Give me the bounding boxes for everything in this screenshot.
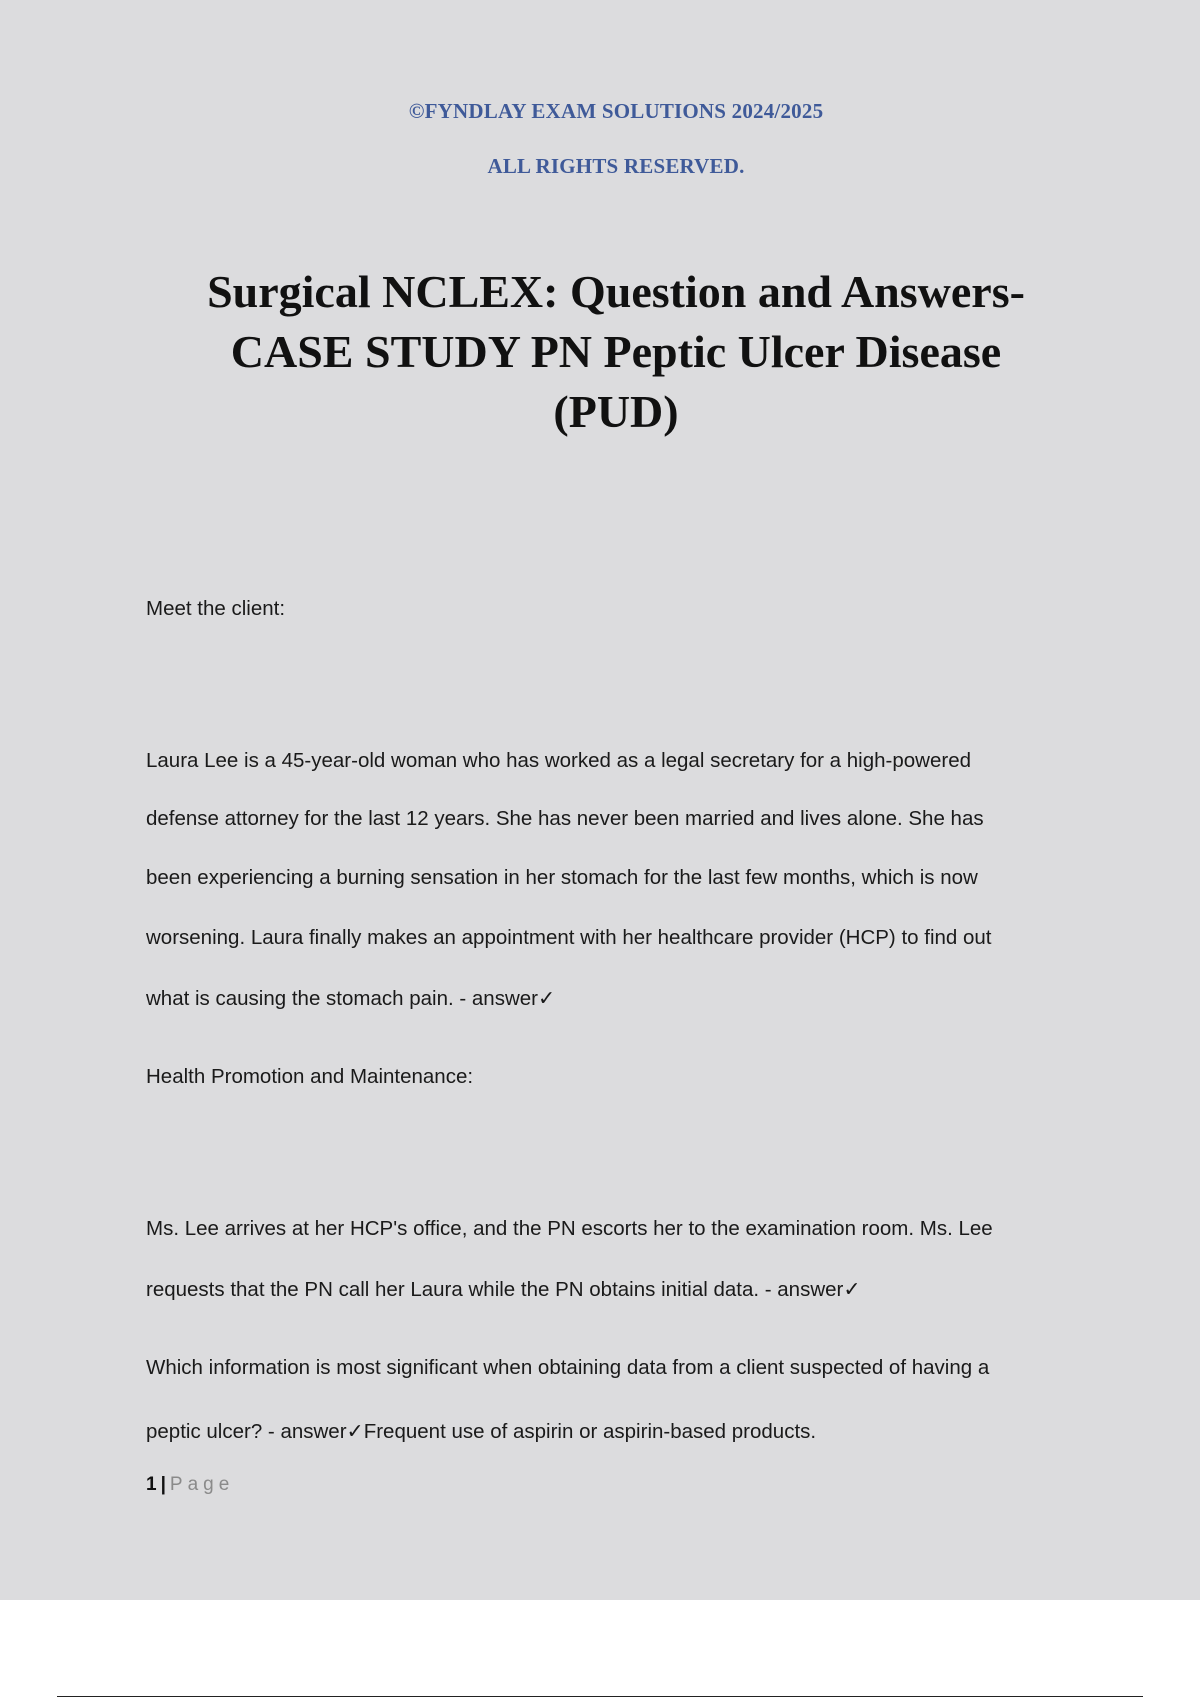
arrival-text-line: requests that the PN call her Laura while the PN obtains initial data. - answer✓ xyxy=(146,1278,861,1301)
case-text-line: what is causing the stomach pain. - answer✓ xyxy=(146,987,556,1010)
title-line-3: (PUD) xyxy=(553,386,679,437)
page-footer xyxy=(146,1474,234,1496)
title-line-2: CASE STUDY PN Peptic Ulcer Disease xyxy=(230,326,1002,377)
health-promotion-heading: Health Promotion and Maintenance: xyxy=(146,1065,474,1088)
bottom-divider xyxy=(57,1696,1143,1697)
arrival-text-line: Ms. Lee arrives at her HCP's office, and the PN escorts her to the examination room. Ms. Lee xyxy=(146,1217,993,1240)
question-text-line: peptic ulcer? - answer✓Frequent use of aspirin or aspirin-based products. xyxy=(146,1420,817,1443)
case-text-line: defense attorney for the last 12 years. She has never been married and lives alone. She has xyxy=(146,807,984,830)
page-number: 1 xyxy=(146,1474,157,1495)
case-text-line: Laura Lee is a 45-year-old woman who has worked as a legal secretary for a high-powered xyxy=(146,749,972,772)
case-text-line: worsening. Laura finally makes an appointment with her healthcare provider (HCP) to find out xyxy=(146,926,992,949)
question-text-line: Which information is most significant when obtaining data from a client suspected of having a xyxy=(146,1356,990,1379)
copyright-notice: ©FYNDLAY EXAM SOLUTIONS 2024/2025 xyxy=(408,99,824,123)
page-separator: | xyxy=(160,1474,166,1495)
rights-reserved-notice: ALL RIGHTS RESERVED. xyxy=(487,154,745,178)
document-title xyxy=(150,262,1082,442)
case-text-line: been experiencing a burning sensation in her stomach for the last few months, which is now xyxy=(146,866,978,889)
page-label: Page xyxy=(169,1474,235,1495)
title-line-1: Surgical NCLEX: Question and Answers- xyxy=(207,266,1025,317)
meet-client-heading: Meet the client: xyxy=(146,597,286,620)
